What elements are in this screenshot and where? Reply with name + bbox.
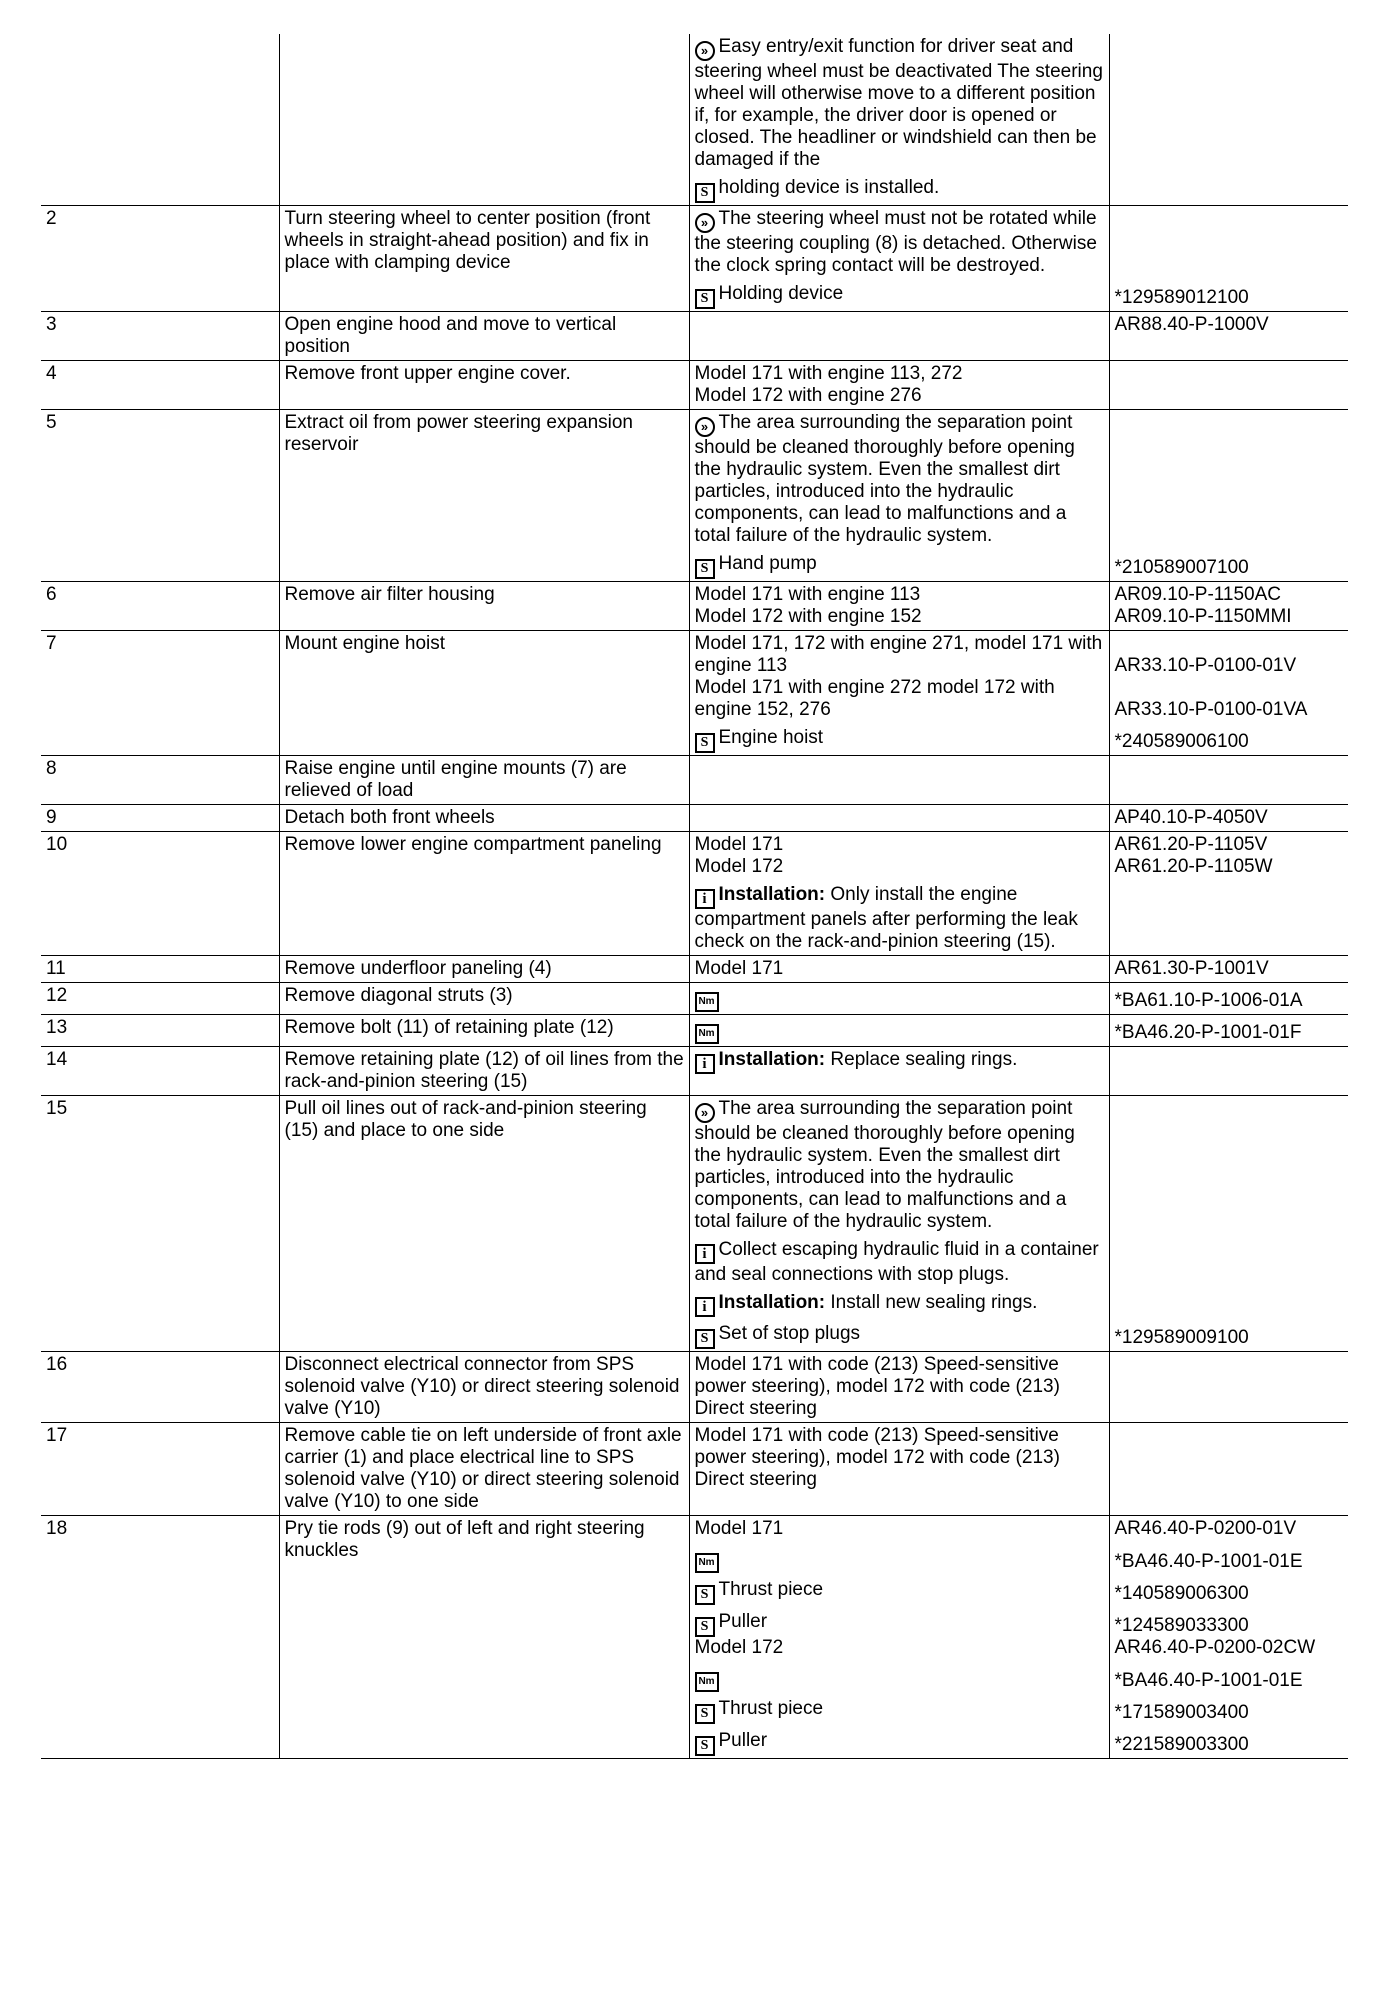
note-text: Model 171 with engine 113, 272	[694, 363, 963, 384]
reference-code: *BA46.20-P-1001-01F	[1114, 1022, 1302, 1043]
step-references	[1109, 1047, 1348, 1096]
step-number	[41, 34, 279, 206]
step-action: Remove retaining plate (12) of oil lines from the rack-and-pinion steering (15)	[279, 1047, 689, 1096]
step-number: 15	[41, 1096, 279, 1352]
note-text: Install new sealing rings.	[830, 1292, 1038, 1313]
note-line	[695, 36, 1105, 171]
reference-code: AR33.10-P-0100-01V	[1114, 655, 1297, 676]
note-text: Hand pump	[718, 553, 817, 574]
note-line	[695, 1637, 1105, 1659]
table-row	[41, 631, 1348, 756]
reference-code: *240589006100	[1114, 731, 1249, 752]
note-text: Only install the engine compartment panels after performing the leak check on the rack-and-pinion steering (15).	[694, 884, 1078, 952]
reference-code: AR33.10-P-0100-01VA	[1114, 699, 1308, 720]
special-tool-icon: S	[695, 289, 715, 309]
table-row	[41, 1516, 1348, 1759]
table-row	[41, 34, 1348, 206]
reference-code	[1115, 255, 1345, 277]
torque-nm-icon: Nm	[695, 1672, 719, 1692]
table-row	[41, 410, 1348, 582]
table-row	[41, 206, 1348, 312]
step-action: Remove lower engine compartment paneling	[279, 832, 689, 956]
step-notes	[689, 631, 1109, 756]
step-number: 8	[41, 756, 279, 805]
special-tool-icon: S	[695, 183, 715, 203]
note-text: Model 171	[694, 958, 784, 979]
note-text: Model 171 with engine 272 model 172 with engine 152, 276	[694, 677, 1055, 720]
table-row	[41, 1015, 1348, 1047]
note-line	[695, 1579, 1105, 1605]
note-text: Replace sealing rings.	[830, 1049, 1018, 1070]
note-text: Puller	[718, 1730, 768, 1751]
step-number: 12	[41, 983, 279, 1015]
special-tool-icon: S	[695, 733, 715, 753]
note-text: Thrust piece	[718, 1698, 824, 1719]
info-icon: i	[695, 1297, 715, 1317]
note-line	[695, 1665, 1105, 1692]
step-action: Pull oil lines out of rack-and-pinion steering (15) and place to one side	[279, 1096, 689, 1352]
note-icon: »	[695, 41, 715, 61]
reference-code: *BA46.40-P-1001-01E	[1114, 1551, 1303, 1572]
step-action: Pry tie rods (9) out of left and right steering knuckles	[279, 1516, 689, 1759]
step-references	[1109, 1423, 1348, 1516]
reference-code: *129589012100	[1114, 287, 1249, 308]
step-references	[1109, 361, 1348, 410]
note-line	[695, 553, 1105, 579]
reference-code: AR88.40-P-1000V	[1114, 314, 1269, 335]
reference-code: AR61.20-P-1105V	[1114, 834, 1268, 855]
note-line	[695, 1049, 1105, 1074]
step-notes	[689, 956, 1109, 983]
note-text: The area surrounding the separation point should be cleaned thoroughly before opening the hydraulic system. Even the smallest dirt particles, introduced into the hydraulic components, can lead to malfunctions and a total failure of the hydraulic system.	[694, 1098, 1075, 1232]
reference-code: AR09.10-P-1150AC	[1114, 584, 1282, 605]
table-row	[41, 361, 1348, 410]
step-notes	[689, 983, 1109, 1015]
table-row	[41, 1047, 1348, 1096]
note-line	[695, 856, 1105, 878]
note-text: Model 172 with engine 276	[694, 385, 922, 406]
step-references	[1109, 983, 1348, 1015]
step-notes	[689, 582, 1109, 631]
note-line	[695, 1292, 1105, 1317]
step-notes	[689, 1516, 1109, 1759]
table-row	[41, 805, 1348, 832]
step-number: 11	[41, 956, 279, 983]
note-line	[695, 1017, 1105, 1044]
step-number: 13	[41, 1015, 279, 1047]
step-references	[1109, 206, 1348, 312]
note-line	[695, 1354, 1105, 1420]
special-tool-icon: S	[695, 1736, 715, 1756]
step-notes	[689, 34, 1109, 206]
reference-code: *BA61.10-P-1006-01A	[1114, 990, 1303, 1011]
step-references	[1109, 1352, 1348, 1423]
step-notes	[689, 206, 1109, 312]
note-line	[695, 385, 1105, 407]
note-text: Thrust piece	[718, 1579, 824, 1600]
reference-code: *124589033300	[1114, 1615, 1249, 1636]
note-line	[695, 177, 1105, 203]
step-number: 17	[41, 1423, 279, 1516]
step-references	[1109, 34, 1348, 206]
step-number: 9	[41, 805, 279, 832]
step-number: 4	[41, 361, 279, 410]
special-tool-icon: S	[695, 1329, 715, 1349]
step-action: Detach both front wheels	[279, 805, 689, 832]
note-text: Model 172	[694, 856, 784, 877]
step-action: Remove air filter housing	[279, 582, 689, 631]
note-line	[695, 1730, 1105, 1756]
note-text: Easy entry/exit function for driver seat and steering wheel must be deactivated The steering wheel will otherwise move to a different position if, for example, the driver door is opened or closed. The headliner or windshield can then be damaged if the	[694, 36, 1103, 170]
step-number: 18	[41, 1516, 279, 1759]
note-line	[695, 1611, 1105, 1637]
torque-nm-icon: Nm	[695, 1553, 719, 1573]
table-row	[41, 983, 1348, 1015]
reference-code	[1115, 1264, 1345, 1286]
table-row	[41, 756, 1348, 805]
reference-code: *171589003400	[1114, 1702, 1249, 1723]
note-line	[695, 1518, 1105, 1540]
note-text: Model 171 with code (213) Speed-sensitive power steering), model 172 with code (213) Direct steering	[694, 1425, 1060, 1490]
note-text: Engine hoist	[718, 727, 824, 748]
step-action: Remove bolt (11) of retaining plate (12)	[279, 1015, 689, 1047]
note-text: Model 171	[694, 1518, 784, 1539]
info-icon: i	[695, 1054, 715, 1074]
procedure-table-body	[41, 34, 1348, 1759]
note-text: Model 171 with code (213) Speed-sensitive power steering), model 172 with code (213) Direct steering	[694, 1354, 1060, 1419]
note-line	[695, 1698, 1105, 1724]
step-number: 7	[41, 631, 279, 756]
reference-code	[1115, 525, 1345, 547]
note-icon: »	[695, 417, 715, 437]
note-text: Set of stop plugs	[718, 1323, 861, 1344]
torque-nm-icon: Nm	[695, 1024, 719, 1044]
special-tool-icon: S	[695, 1585, 715, 1605]
note-text: Model 172 with engine 152	[694, 606, 922, 627]
installation-label: Installation:	[718, 1292, 826, 1313]
note-line	[695, 363, 1105, 385]
step-number: 3	[41, 312, 279, 361]
reference-code: AR61.20-P-1105W	[1114, 856, 1273, 877]
note-text: The steering wheel must not be rotated while the steering coupling (8) is detached. Otherwise the clock spring contact will be destroyed.	[694, 208, 1097, 276]
note-text: holding device is installed.	[718, 177, 940, 198]
note-line	[695, 1546, 1105, 1573]
table-row	[41, 1423, 1348, 1516]
reference-code: AP40.10-P-4050V	[1114, 807, 1268, 828]
step-number: 6	[41, 582, 279, 631]
note-line	[695, 1323, 1105, 1349]
reference-code: *129589009100	[1114, 1327, 1249, 1348]
note-line	[695, 985, 1105, 1012]
note-text: The area surrounding the separation point should be cleaned thoroughly before opening the hydraulic system. Even the smallest dirt particles, introduced into the hydraulic components, can lead to malfunctions and a total failure of the hydraulic system.	[694, 412, 1075, 546]
step-action: Remove diagonal struts (3)	[279, 983, 689, 1015]
reference-code: AR09.10-P-1150MMI	[1114, 606, 1292, 627]
note-line	[695, 208, 1105, 277]
reference-code	[1115, 1211, 1345, 1233]
info-icon: i	[695, 889, 715, 909]
reference-code: AR46.40-P-0200-02CW	[1114, 1637, 1316, 1658]
note-line	[695, 1239, 1105, 1286]
table-row	[41, 1096, 1348, 1352]
note-text: Model 172	[694, 1637, 784, 1658]
note-line	[695, 606, 1105, 628]
step-action: Extract oil from power steering expansion reservoir	[279, 410, 689, 582]
step-action: Mount engine hoist	[279, 631, 689, 756]
reference-code: *221589003300	[1114, 1734, 1249, 1755]
step-references	[1109, 312, 1348, 361]
note-line	[695, 834, 1105, 856]
note-text: Model 171 with engine 113	[694, 584, 921, 605]
step-references	[1109, 1015, 1348, 1047]
step-notes	[689, 361, 1109, 410]
step-action: Remove underfloor paneling (4)	[279, 956, 689, 983]
installation-label: Installation:	[718, 884, 826, 905]
table-row	[41, 582, 1348, 631]
table-row	[41, 312, 1348, 361]
step-references	[1109, 832, 1348, 956]
step-number: 16	[41, 1352, 279, 1423]
note-text: Collect escaping hydraulic fluid in a container and seal connections with stop plugs.	[694, 1239, 1099, 1285]
special-tool-icon: S	[695, 1617, 715, 1637]
note-line	[695, 283, 1105, 309]
step-number: 2	[41, 206, 279, 312]
note-icon: »	[695, 1103, 715, 1123]
step-number: 5	[41, 410, 279, 582]
note-text: Holding device	[718, 283, 844, 304]
note-line	[695, 958, 1105, 980]
step-notes	[689, 1015, 1109, 1047]
step-action: Remove front upper engine cover.	[279, 361, 689, 410]
step-action: Remove cable tie on left underside of front axle carrier (1) and place electrical line to SPS solenoid valve (Y10) or direct steering solenoid valve (Y10) to one side	[279, 1423, 689, 1516]
table-row	[41, 832, 1348, 956]
step-references	[1109, 805, 1348, 832]
step-action: Disconnect electrical connector from SPS solenoid valve (Y10) or direct steering solenoid valve (Y10)	[279, 1352, 689, 1423]
step-notes	[689, 756, 1109, 805]
reference-code: *BA46.40-P-1001-01E	[1114, 1670, 1303, 1691]
step-notes	[689, 312, 1109, 361]
step-references	[1109, 1516, 1348, 1759]
step-action: Raise engine until engine mounts (7) are relieved of load	[279, 756, 689, 805]
info-icon: i	[695, 1244, 715, 1264]
reference-code	[1115, 1295, 1345, 1317]
note-line	[695, 727, 1105, 753]
step-number: 10	[41, 832, 279, 956]
step-references	[1109, 956, 1348, 983]
note-line	[695, 884, 1105, 953]
note-text: Puller	[718, 1611, 768, 1632]
note-text: Model 171	[694, 834, 784, 855]
note-line	[695, 1425, 1105, 1491]
note-line	[695, 412, 1105, 547]
step-action: Turn steering wheel to center position (front wheels in straight-ahead position) and fix in place with clamping device	[279, 206, 689, 312]
step-references	[1109, 1096, 1348, 1352]
special-tool-icon: S	[695, 559, 715, 579]
note-line	[695, 633, 1105, 677]
step-action: Open engine hood and move to vertical position	[279, 312, 689, 361]
reference-code: AR61.30-P-1001V	[1114, 958, 1269, 979]
note-line	[695, 584, 1105, 606]
step-notes	[689, 832, 1109, 956]
step-notes	[689, 1096, 1109, 1352]
step-notes	[689, 805, 1109, 832]
reference-code: AR46.40-P-0200-01V	[1114, 1518, 1297, 1539]
special-tool-icon: S	[695, 1704, 715, 1724]
table-row	[41, 956, 1348, 983]
table-row	[41, 1352, 1348, 1423]
step-notes	[689, 1352, 1109, 1423]
reference-code: *140589006300	[1114, 1583, 1249, 1604]
note-line	[695, 1098, 1105, 1233]
note-icon: »	[695, 213, 715, 233]
step-references	[1109, 410, 1348, 582]
step-number: 14	[41, 1047, 279, 1096]
reference-code: *210589007100	[1114, 557, 1249, 578]
step-action	[279, 34, 689, 206]
step-notes	[689, 1423, 1109, 1516]
note-line	[695, 677, 1105, 721]
step-references	[1109, 756, 1348, 805]
note-text: Model 171, 172 with engine 271, model 171 with engine 113	[694, 633, 1103, 676]
torque-nm-icon: Nm	[695, 992, 719, 1012]
procedure-table	[41, 34, 1348, 1759]
step-references	[1109, 631, 1348, 756]
step-notes	[689, 1047, 1109, 1096]
step-notes	[689, 410, 1109, 582]
installation-label: Installation:	[718, 1049, 826, 1070]
step-references	[1109, 582, 1348, 631]
